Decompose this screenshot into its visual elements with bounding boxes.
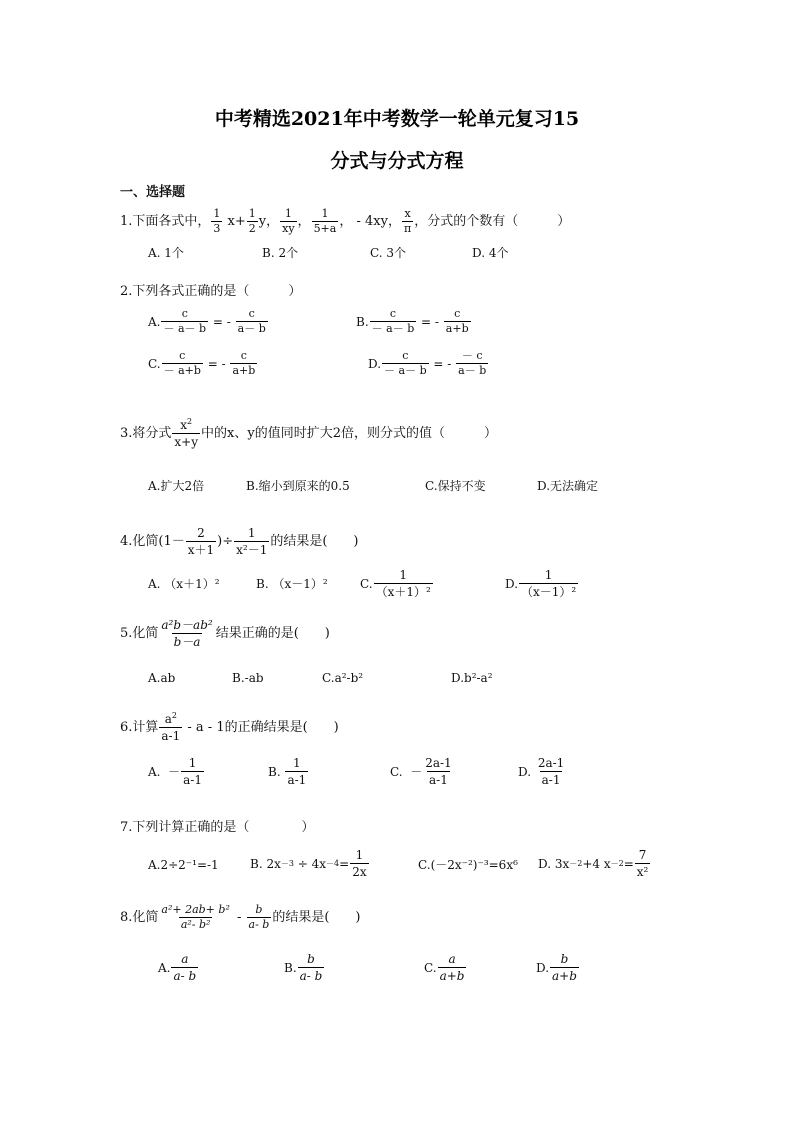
- fraction-numerator: c: [179, 349, 186, 362]
- fraction-numerator: 2: [197, 526, 205, 540]
- fraction-denominator: － a－ b: [384, 364, 427, 377]
- text-segment: A.: [158, 960, 171, 975]
- q7-option-b: B. 2x －3 ÷ 4x －4 = $\frac{1}{2x}$: [250, 848, 367, 879]
- fraction-denominator: a-1: [429, 773, 448, 787]
- fraction-denominator: a- b: [173, 969, 197, 983]
- fraction-numerator: x: [404, 207, 411, 220]
- fraction: [247, 904, 272, 931]
- fraction-numerator: c: [389, 307, 397, 320]
- text-segment: B.: [284, 960, 297, 975]
- fraction: [159, 904, 231, 931]
- q1-option-c: C. 3个: [370, 246, 407, 260]
- question-7-stem: 7.下列计算正确的是（ ）: [120, 820, 315, 835]
- fraction-denominator: 2: [248, 222, 256, 235]
- fraction: [181, 756, 204, 787]
- text-segment: 5.化简: [120, 625, 159, 641]
- text-segment: ，: [297, 213, 311, 229]
- fraction-denominator: a+b: [232, 364, 256, 377]
- fraction: [312, 208, 339, 235]
- text-segment: y，: [258, 213, 280, 229]
- fraction: [635, 848, 651, 879]
- q7-option-a: A.2÷2⁻¹=-1: [148, 858, 219, 872]
- fraction-numerator: 1: [399, 568, 407, 582]
- text-segment: = -: [417, 314, 443, 329]
- fraction: [230, 350, 257, 377]
- question-8-stem: [120, 904, 361, 931]
- q1-option-a: A. 1个: [148, 246, 184, 260]
- q5-option-c: C.a²-b²: [322, 671, 364, 685]
- fraction-denominator: a-1: [287, 773, 307, 787]
- q8-option-a: [158, 952, 199, 983]
- text-segment: - a - 1的正确结果是( ): [183, 719, 339, 735]
- q5-option-a: A.ab: [148, 671, 176, 685]
- fraction-denominator: a- b: [299, 969, 323, 983]
- fraction: [172, 418, 200, 449]
- fraction-numerator: a²+ 2ab+ b²: [161, 903, 230, 916]
- text-segment: C.: [424, 960, 437, 975]
- text-segment: 4.化简(1－: [120, 533, 185, 549]
- page-title: 中考精选2021年中考数学一轮单元复习15: [214, 108, 580, 130]
- fraction-denominator: （x－1）²: [521, 585, 577, 599]
- fraction-denominator: x＋1: [187, 543, 215, 557]
- text-segment: 的结果是( ): [272, 909, 361, 925]
- fraction: [298, 952, 325, 983]
- fraction-denominator: a+b: [439, 969, 465, 983]
- q3-option-c: C.保持不变: [425, 479, 486, 493]
- text-segment: D.: [518, 764, 535, 779]
- fraction-denominator: 5+a: [313, 222, 337, 235]
- text-segment: D.: [536, 960, 550, 975]
- question-1-stem: [120, 208, 570, 235]
- text-segment: 的结果是( ): [270, 533, 359, 549]
- superscript: 2: [187, 417, 193, 426]
- q4-option-a: A. （x＋1）²: [148, 577, 220, 591]
- q6-option-c: [390, 756, 455, 787]
- q4-option-b: B. （x－1）²: [256, 577, 328, 591]
- section-heading: 一、选择题: [120, 185, 186, 200]
- question-4-stem: [120, 526, 359, 557]
- fraction-numerator: b: [255, 903, 263, 916]
- fraction-numerator: 7: [638, 848, 647, 862]
- text-segment: B. 2x: [250, 856, 281, 871]
- q8-option-d: [536, 952, 580, 983]
- q3-option-d: D.无法确定: [537, 479, 599, 493]
- fraction-numerator: [163, 712, 179, 727]
- text-segment: )÷: [217, 533, 234, 549]
- text-segment: = -: [429, 356, 456, 371]
- text-segment: D. 3x: [538, 856, 570, 871]
- fraction-numerator: c: [181, 307, 188, 320]
- q6-option-d: [518, 756, 567, 787]
- fraction: [161, 308, 208, 335]
- text-segment: ，分式的个数有（ ）: [414, 213, 571, 229]
- fraction: [444, 308, 471, 335]
- fraction-denominator: π: [403, 222, 412, 235]
- text-segment: C.: [148, 356, 161, 371]
- fraction-numerator: b: [307, 952, 315, 966]
- text-segment: 中的x、y的值同时扩大2倍，则分式的值（ ）: [201, 425, 497, 441]
- text-segment: C.: [360, 576, 373, 591]
- text-segment: 6.计算: [120, 719, 159, 735]
- q2-option-c: [148, 350, 258, 377]
- text-segment: 1.下面各式中，: [120, 213, 211, 229]
- question-3-stem: [120, 418, 497, 449]
- fraction: [438, 952, 467, 983]
- fraction-numerator: c: [454, 307, 461, 320]
- fraction-numerator: 1: [284, 207, 292, 220]
- superscript: 2: [171, 711, 177, 720]
- math-text: x: [180, 418, 188, 432]
- q7-option-c: C.(－2x⁻²)⁻³=6x⁶: [418, 858, 518, 872]
- fraction-numerator: a: [181, 952, 189, 966]
- q6-option-a: [148, 756, 205, 787]
- fraction: [370, 308, 417, 335]
- question-2-stem: 2.下列各式正确的是（ ）: [120, 284, 302, 299]
- text-segment: =: [623, 856, 634, 871]
- fraction-numerator: a²b－ab²: [161, 618, 213, 632]
- fraction-numerator: c: [402, 349, 409, 362]
- fraction-denominator: a-1: [541, 773, 561, 787]
- q1-option-b: B. 2个: [262, 246, 299, 260]
- text-segment: = -: [209, 314, 235, 329]
- fraction: [550, 952, 579, 983]
- fraction-denominator: a²- b²: [180, 918, 211, 931]
- fraction-denominator: a-1: [161, 729, 181, 743]
- q8-option-b: [284, 952, 325, 983]
- text-segment: 8.化简: [120, 909, 159, 925]
- text-segment: B.: [356, 314, 369, 329]
- text-segment: A.: [148, 314, 161, 329]
- fraction-denominator: － a－ b: [371, 322, 415, 335]
- fraction: [456, 350, 488, 377]
- q8-option-c: [424, 952, 467, 983]
- fraction: [247, 208, 258, 235]
- text-segment: B.: [268, 764, 285, 779]
- text-segment: ， - 4xy，: [339, 213, 401, 229]
- fraction: [285, 756, 308, 787]
- fraction-denominator: x²: [636, 865, 649, 879]
- fraction-numerator: 1: [321, 207, 329, 220]
- q5-option-b: B.-ab: [232, 671, 264, 685]
- fraction-denominator: b－a: [173, 635, 201, 649]
- fraction-numerator: 1: [293, 756, 301, 770]
- fraction-numerator: c: [240, 349, 247, 362]
- text-segment: D.: [505, 576, 519, 591]
- fraction: [171, 952, 198, 983]
- fraction: [374, 568, 433, 599]
- q3-option-b: B.缩小到原来的0.5: [246, 479, 350, 493]
- fraction-denominator: a+b: [445, 322, 469, 335]
- fraction-numerator: 1: [247, 526, 256, 540]
- text-segment: C. －: [390, 764, 423, 779]
- q2-option-d: [368, 350, 489, 377]
- fraction-denominator: － a－ b: [163, 322, 207, 335]
- fraction-numerator: 1: [188, 756, 197, 770]
- text-segment: D.: [368, 356, 382, 371]
- fraction: [280, 208, 296, 235]
- text-segment: A. －: [148, 764, 181, 779]
- fraction-numerator: b: [560, 952, 569, 966]
- fraction: [236, 308, 268, 335]
- fraction-numerator: 1: [213, 207, 221, 220]
- fraction-denominator: x+y: [174, 435, 199, 449]
- fraction-denominator: a-1: [183, 773, 202, 787]
- fraction-numerator: 1: [355, 848, 364, 862]
- text-segment: = -: [203, 356, 230, 371]
- fraction: [159, 712, 182, 743]
- text-segment: +4 x: [582, 856, 611, 871]
- fraction: [382, 350, 429, 377]
- math-text: a: [164, 712, 172, 726]
- fraction-denominator: （x＋1）²: [375, 585, 431, 599]
- q2-option-a: [148, 308, 269, 335]
- fraction: [536, 756, 566, 787]
- fraction-denominator: a－ b: [458, 364, 487, 377]
- text-segment: 结果正确的是( ): [215, 625, 330, 641]
- fraction: [519, 568, 578, 599]
- text-segment: =: [339, 856, 350, 871]
- fraction-numerator: 1: [248, 207, 256, 220]
- text-segment: -: [232, 909, 246, 925]
- fraction-numerator: [178, 418, 194, 433]
- fraction-denominator: x²－1: [236, 543, 268, 557]
- fraction: [350, 848, 368, 879]
- fraction: [234, 526, 269, 557]
- fraction-denominator: 2x: [352, 865, 367, 879]
- fraction: [423, 756, 453, 787]
- fraction-numerator: a: [448, 952, 456, 966]
- text-segment: 3.将分式: [120, 425, 172, 441]
- fraction-denominator: a- b: [248, 918, 270, 931]
- q4-option-c: [360, 568, 434, 599]
- question-6-stem: [120, 712, 339, 743]
- text-segment: ÷ 4x: [293, 856, 327, 871]
- fraction-numerator: 1: [544, 568, 553, 582]
- fraction: [211, 208, 222, 235]
- fraction-denominator: 3: [213, 222, 221, 235]
- question-5-stem: [120, 618, 330, 649]
- q3-option-a: A.扩大2倍: [148, 479, 205, 493]
- fraction: [186, 526, 216, 557]
- q2-option-b: [356, 308, 472, 335]
- q7-option-d: D. 3x －2 +4 x －2 = $\frac{7}{\text{x²}}$: [538, 848, 649, 879]
- q5-option-d: D.b²-a²: [451, 671, 493, 685]
- text-segment: x+: [223, 213, 246, 229]
- fraction-denominator: － a+b: [163, 364, 201, 377]
- fraction-numerator: 2a-1: [425, 756, 452, 770]
- fraction-numerator: － c: [461, 349, 483, 362]
- q1-option-d: D. 4个: [472, 246, 509, 260]
- fraction: [402, 208, 413, 235]
- fraction-denominator: xy: [282, 222, 295, 235]
- page-subtitle: 分式与分式方程: [330, 150, 464, 172]
- q4-option-d: [505, 568, 579, 599]
- fraction-denominator: a－ b: [237, 322, 266, 335]
- fraction-numerator: 2a-1: [537, 756, 565, 770]
- fraction-denominator: a+b: [552, 969, 577, 983]
- q6-option-b: [268, 756, 309, 787]
- fraction: [162, 350, 203, 377]
- fraction: [159, 618, 214, 649]
- fraction-numerator: c: [248, 307, 255, 320]
